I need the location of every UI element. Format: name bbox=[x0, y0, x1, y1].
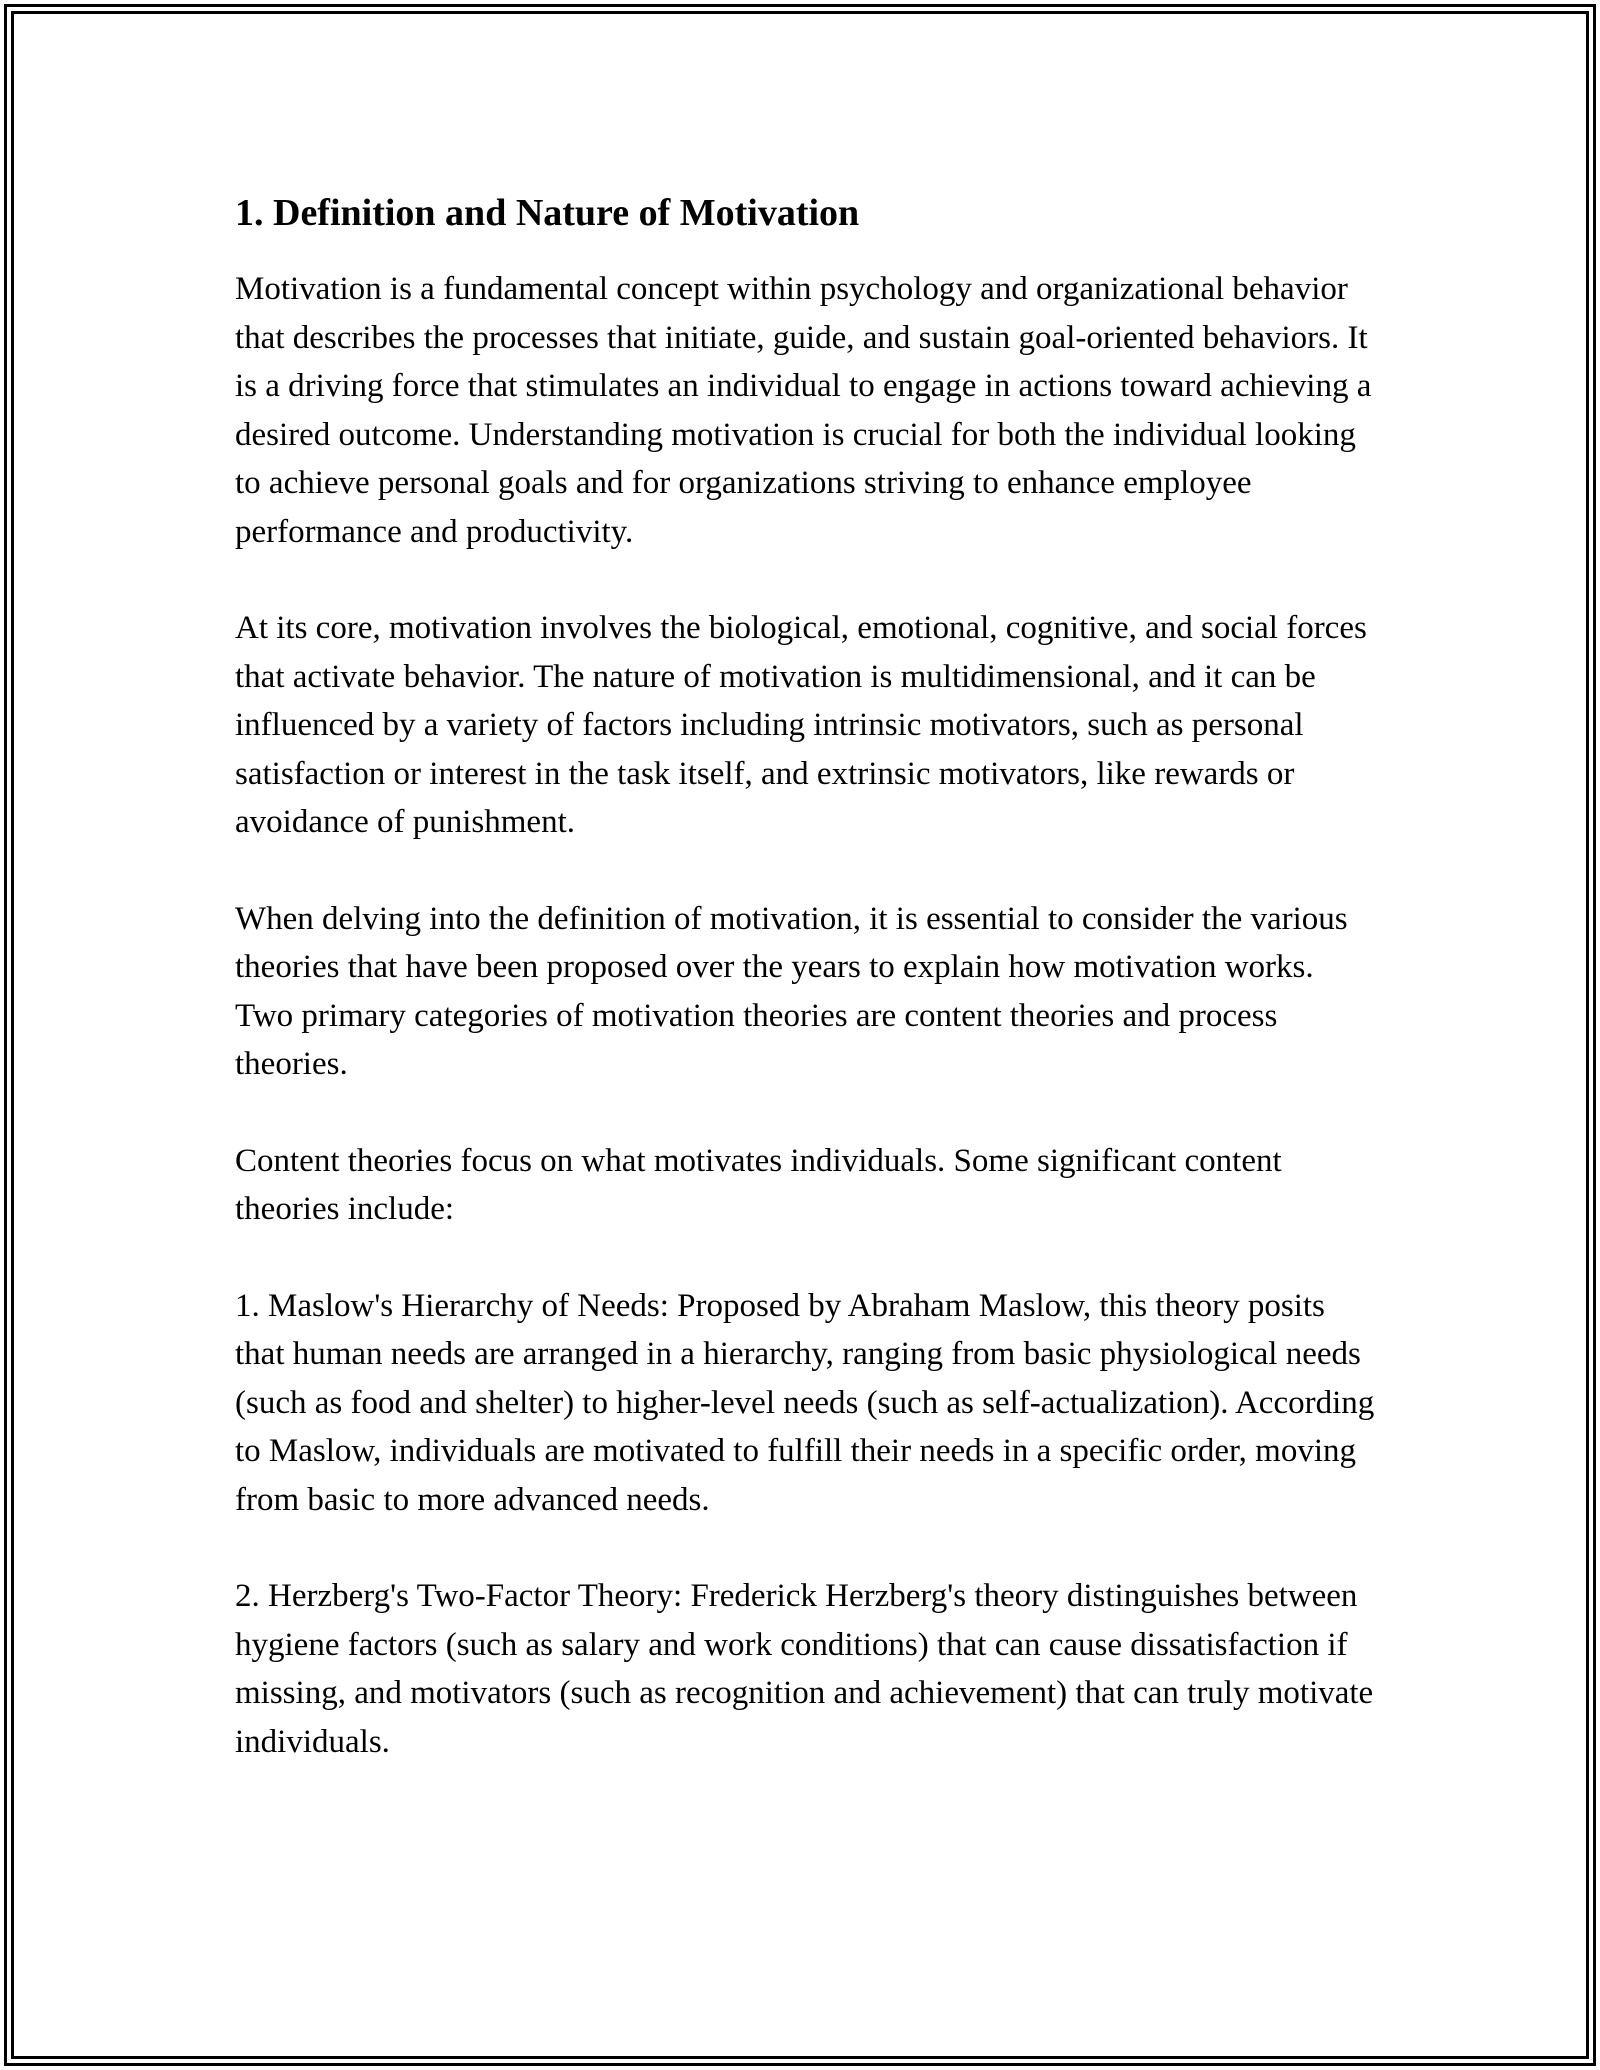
paragraph-theories: When delving into the definition of motivation, it is essential to consider the various theories that have been proposed over the years to explain how motivation works. Two primary categories of motivation theories are content theories and process theories. bbox=[235, 900, 1348, 1082]
paragraph-definition: Motivation is a fundamental concept within psychology and organizational behavior that describes the processes that initiate, guide, and sustain goal-oriented behaviors. It is a driving force that stimulates an individual to engage in actions toward achieving a desired outcome. Understanding motivation is crucial for both the individual looking to achieve personal goals and for organizations striving to enhance employee performance and productivity. bbox=[235, 271, 1372, 550]
paragraph-content-theories: Content theories focus on what motivates individuals. Some significant content theories include: bbox=[235, 1142, 1282, 1227]
section-heading: 1. Definition and Nature of Motivation bbox=[235, 192, 860, 234]
document-body bbox=[235, 185, 1375, 1814]
list-item-maslow: 1. Maslow's Hierarchy of Needs: Proposed by Abraham Maslow, this theory posits that human needs are arranged in a hierarchy, ranging from basic physiological needs (such as food and shelter) to higher-level needs (such as self-actualization). According to Maslow, individuals are motivated to fulfill their needs in a specific order, moving from basic to more advanced needs. bbox=[235, 1287, 1375, 1518]
paragraph-nature: At its core, motivation involves the biological, emotional, cognitive, and social forces that activate behavior. The nature of motivation is multidimensional, and it can be influenced by a variety of factors including intrinsic motivators, such as personal satisfaction or interest in the task itself, and extrinsic motivators, like rewards or avoidance of punishment. bbox=[235, 610, 1367, 840]
list-item-herzberg: 2. Herzberg's Two-Factor Theory: Frederick Herzberg's theory distinguishes between hygiene factors (such as salary and work conditions) that can cause dissatisfaction if missing, and motivators (such as recognition and achievement) that can truly motivate individuals. bbox=[235, 1578, 1374, 1760]
